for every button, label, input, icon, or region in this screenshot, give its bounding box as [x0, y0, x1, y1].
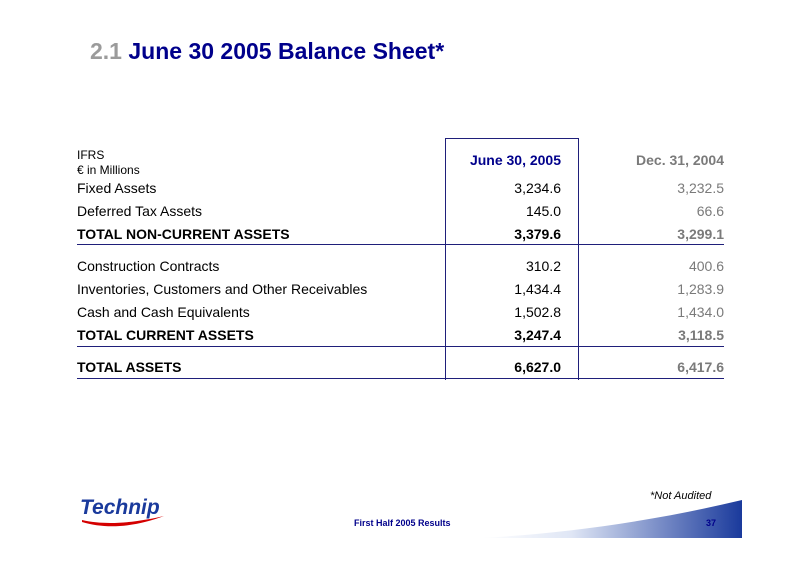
page-number: 37: [706, 518, 717, 528]
row-value-2005: 6,627.0: [514, 359, 561, 375]
row-label: Cash and Cash Equivalents: [77, 304, 250, 320]
row-label: TOTAL ASSETS: [77, 359, 182, 375]
row-value-2005: 3,379.6: [514, 226, 561, 242]
row-value-2005: 1,502.8: [514, 304, 561, 320]
row-value-2004: 3,299.1: [677, 226, 724, 242]
row-value-2004: 3,118.5: [678, 327, 724, 343]
row-value-2005: 1,434.4: [514, 281, 561, 297]
footer-text: First Half 2005 Results: [354, 518, 451, 528]
technip-logo: [78, 492, 170, 530]
row-label: Fixed Assets: [77, 180, 157, 196]
row-value-2004: 3,232.5: [677, 180, 724, 196]
section-number: 2.1: [90, 38, 122, 64]
row-value-2004: 6,417.6: [677, 359, 724, 375]
row-label: Inventories, Customers and Other Receivables: [77, 281, 368, 297]
row-value-2005: 145.0: [525, 203, 561, 219]
row-value-2005: 3,234.6: [514, 180, 561, 196]
audit-note: *Not Audited: [650, 490, 712, 502]
header-dec-2004: Dec. 31, 2004: [636, 152, 724, 168]
logo-text: Technip: [80, 496, 160, 519]
row-value-2005: 310.2: [525, 258, 561, 274]
header-unit: € in Millions: [77, 163, 140, 177]
row-value-2004: 66.6: [696, 203, 724, 219]
row-value-2004: 400.6: [688, 258, 724, 274]
header-ifrs: IFRS: [77, 148, 105, 162]
row-label: TOTAL CURRENT ASSETS: [77, 327, 254, 343]
row-value-2004: 1,283.9: [677, 281, 724, 297]
row-label: Deferred Tax Assets: [77, 203, 203, 219]
header-june-2005: June 30, 2005: [469, 152, 561, 168]
row-value-2004: 1,434.0: [677, 304, 724, 320]
row-value-2005: 3,247.4: [514, 327, 561, 343]
row-label: TOTAL NON-CURRENT ASSETS: [77, 226, 290, 242]
row-label: Construction Contracts: [77, 258, 220, 274]
title-text: June 30 2005 Balance Sheet*: [128, 38, 445, 64]
